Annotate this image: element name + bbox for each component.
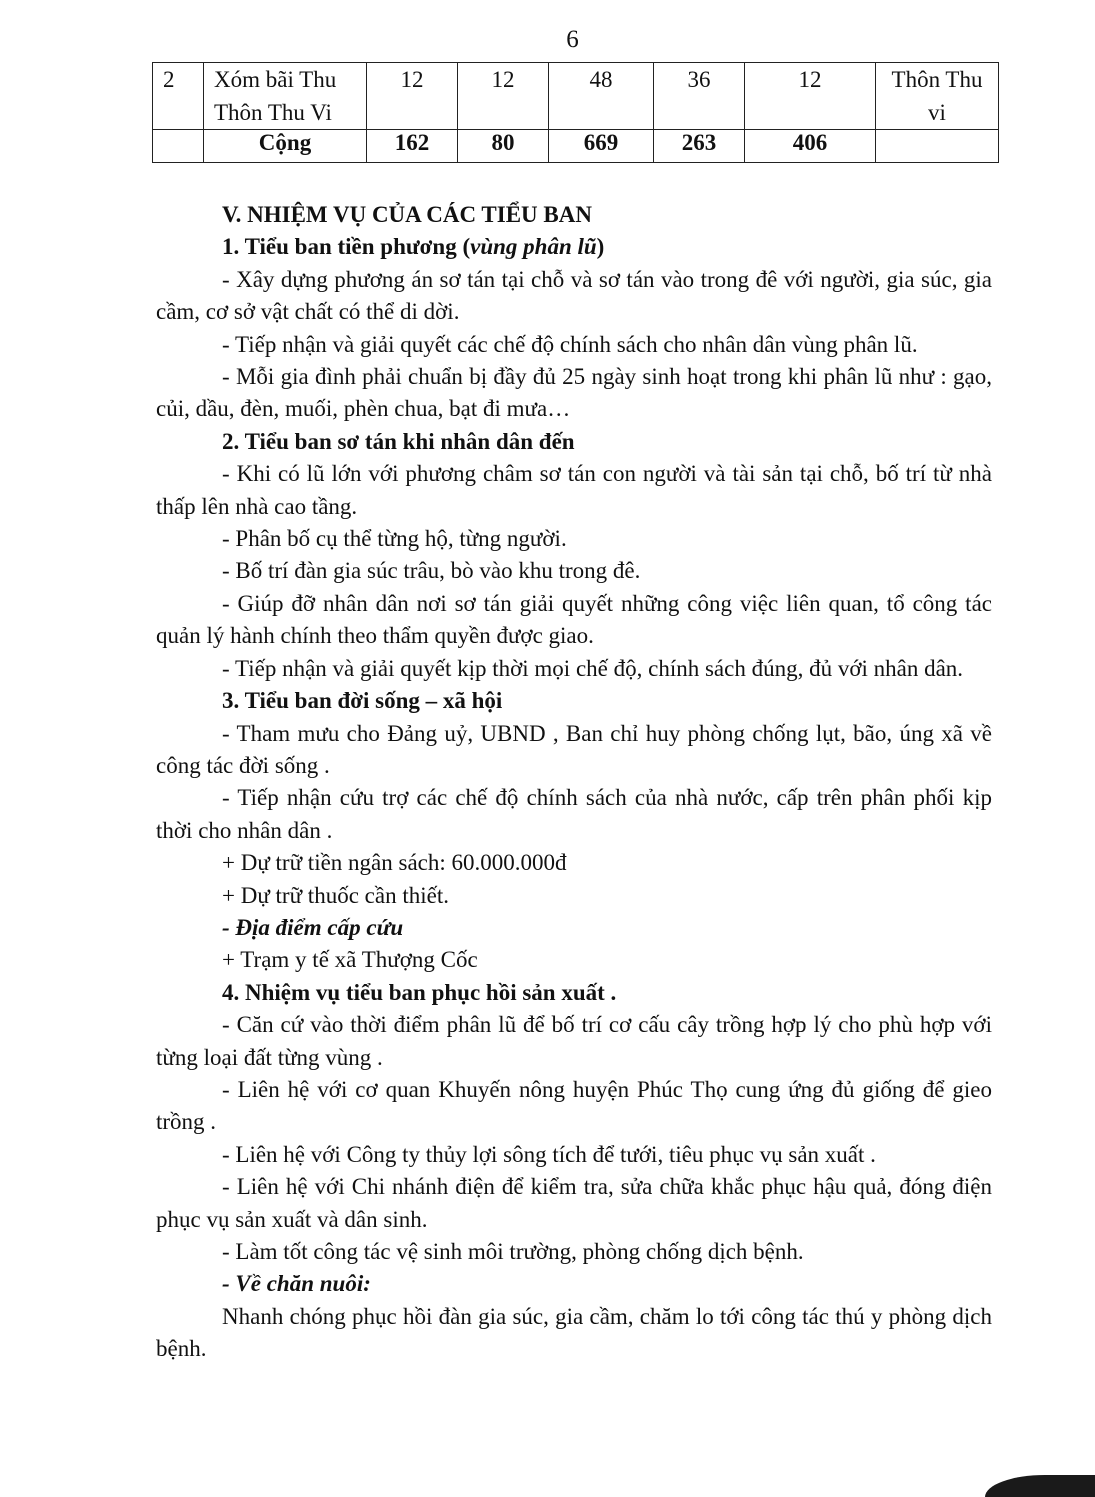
sub-heading: - Về chăn nuôi: xyxy=(222,1271,371,1297)
paragraph: - Tham mưu cho Đảng uỷ, UBND , Ban chỉ huy phòng chống lụt, bão, úng xã về công tác đời sống . xyxy=(156,720,992,778)
table-cell: 263 xyxy=(654,130,745,163)
table-cell: 12 xyxy=(367,63,458,130)
table-row-total xyxy=(153,130,999,163)
table-row xyxy=(153,63,999,130)
heading-italic: vùng phân lũ xyxy=(470,234,597,260)
subsection-heading: 2. Tiểu ban sơ tán khi nhân dân đến xyxy=(222,428,575,454)
paragraph: - Tiếp nhận và giải quyết kịp thời mọi chế độ, chính sách đúng, đủ với nhân dân. xyxy=(222,655,964,681)
table-cell: 48 xyxy=(549,63,654,130)
paragraph: - Căn cứ vào thời điểm phân lũ để bố trí cơ cấu cây trồng hợp lý cho phù hợp với từng loại đất từng vùng . xyxy=(156,1012,992,1070)
paragraph: - Liên hệ với cơ quan Khuyến nông huyện Phúc Thọ cung ứng đủ giống để gieo trồng . xyxy=(156,1076,992,1135)
paragraph: - Tiếp nhận cứu trợ các chế độ chính sách của nhà nước, cấp trên phân phối kịp thời cho nhân dân . xyxy=(156,785,992,843)
table-cell xyxy=(876,130,999,163)
table-cell: 406 xyxy=(745,130,876,163)
total-label: Cộng xyxy=(204,130,367,163)
list-item: + Dự trữ tiền ngân sách: 60.000.000đ xyxy=(222,850,567,876)
cell-location xyxy=(204,63,367,130)
paragraph: - Khi có lũ lớn với phương châm sơ tán con người và tài sản tại chỗ, bố trí từ nhà thấp lên nhà cao tầng. xyxy=(156,461,992,519)
place-line: Thôn Thu xyxy=(891,67,983,92)
cell-place xyxy=(876,63,999,130)
subsection-heading: 4. Nhiệm vụ tiểu ban phục hồi sản xuất . xyxy=(222,979,617,1005)
paragraph: - Liên hệ với Công ty thủy lợi sông tích để tưới, tiêu phục vụ sản xuất . xyxy=(222,1141,876,1167)
paragraph: Nhanh chóng phục hồi đàn gia súc, gia cầm, chăm lo tới công tác thú y phòng dịch bệnh. xyxy=(156,1303,992,1362)
subsection-heading: 3. Tiểu ban đời sống – xã hội xyxy=(222,688,503,714)
subsection-heading xyxy=(222,231,992,263)
paragraph: - Phân bố cụ thể từng hộ, từng người. xyxy=(222,526,567,552)
paragraph: - Giúp đỡ nhân dân nơi sơ tán giải quyết những công việc liên quan, tổ công tác quản lý hành chính theo thẩm quyền được giao. xyxy=(156,590,992,649)
table-cell xyxy=(153,130,204,163)
page-number: 6 xyxy=(566,26,579,53)
heading-text: 1. Tiểu ban tiền phương ( xyxy=(222,234,471,260)
sub-heading: - Địa điểm cấp cứu xyxy=(222,914,404,940)
list-item: + Dự trữ thuốc cần thiết. xyxy=(222,882,449,908)
paragraph: - Tiếp nhận và giải quyết các chế độ chính sách cho nhân dân vùng phân lũ. xyxy=(222,331,918,357)
list-item: + Trạm y tế xã Thượng Cốc xyxy=(222,947,478,973)
heading-text: ) xyxy=(596,234,605,260)
place-line: vi xyxy=(928,100,946,125)
cell-stt: 2 xyxy=(153,63,204,130)
table-cell: 669 xyxy=(549,130,654,163)
summary-table xyxy=(152,62,999,163)
paragraph: - Liên hệ với Chi nhánh điện để kiểm tra, sửa chữa khắc phục hậu quả, đóng điện phục vụ sản xuất và dân sinh. xyxy=(156,1174,992,1232)
table-cell: 36 xyxy=(654,63,745,130)
location-line: Xóm bãi Thu xyxy=(214,67,337,92)
table-cell: 12 xyxy=(745,63,876,130)
location-line: Thôn Thu Vi xyxy=(214,100,332,125)
screen-corner-shape xyxy=(985,1475,1095,1497)
paragraph: - Bố trí đàn gia súc trâu, bò vào khu trong đê. xyxy=(222,558,641,584)
paragraph: - Mỗi gia đình phải chuẩn bị đầy đủ 25 ngày sinh hoạt trong khi phân lũ như : gạo, củi, dầu, đèn, muối, phèn chua, bạt đi mưa… xyxy=(156,364,992,422)
paragraph: - Xây dựng phương án sơ tán tại chỗ và sơ tán vào trong đê với người, gia súc, gia cầm, cơ sở vật chất có thể di dời. xyxy=(156,266,992,325)
section-title: V. NHIỆM VỤ CỦA CÁC TIỂU BAN xyxy=(222,202,592,227)
table-cell: 162 xyxy=(367,130,458,163)
document-body xyxy=(156,199,992,1366)
table-cell: 80 xyxy=(458,130,549,163)
table-cell: 12 xyxy=(458,63,549,130)
paragraph: - Làm tốt công tác vệ sinh môi trường, phòng chống dịch bệnh. xyxy=(222,1239,804,1264)
